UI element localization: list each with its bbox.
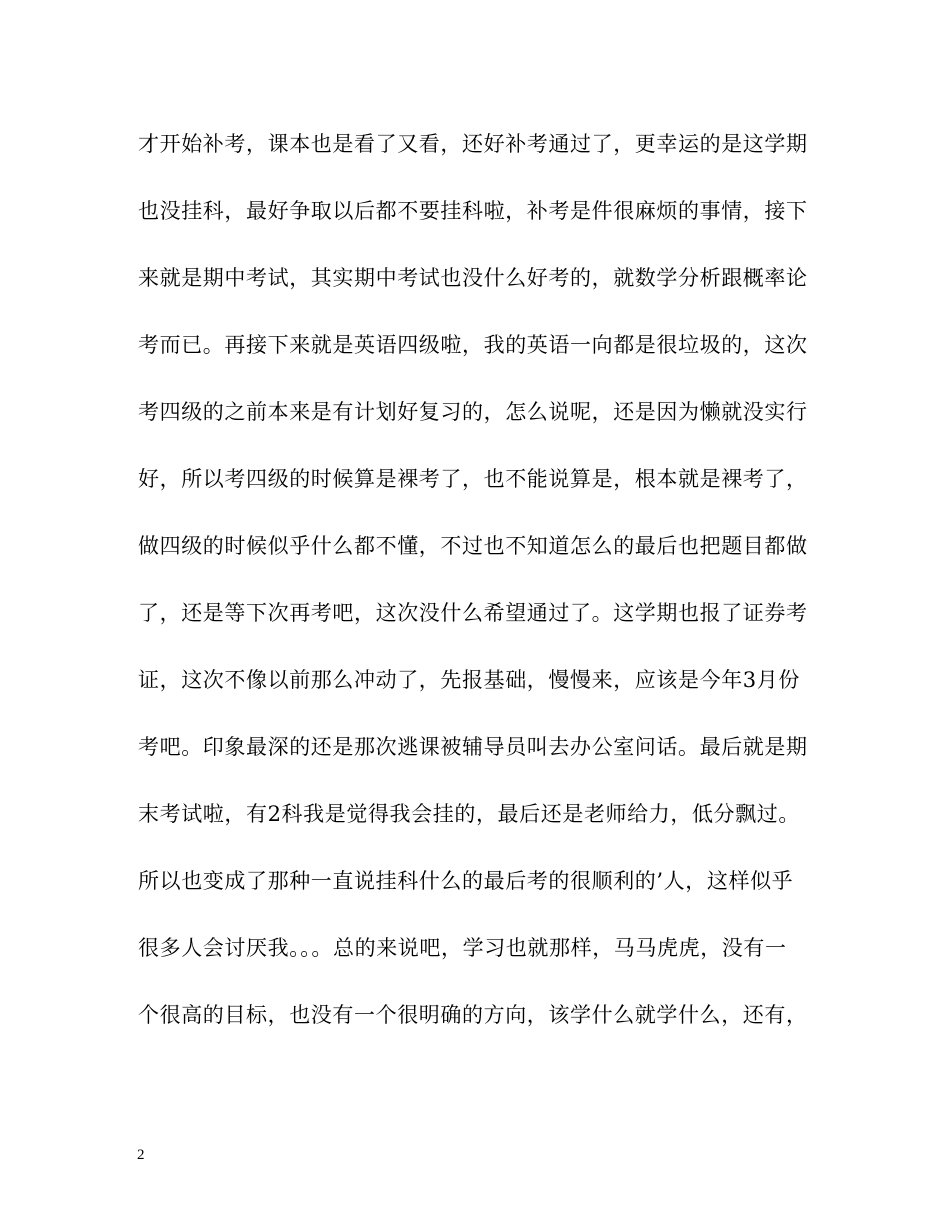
- text-line-3: 来就是期中考试，其实期中考试也没什么好考的，就数学分析跟概率论: [138, 266, 808, 290]
- text-line-14: 个很高的目标，也没有一个很明确的方向，该学什么就学什么，还有，: [138, 1003, 808, 1027]
- text-line-8: 了，还是等下次再考吧，这次没什么希望通过了。这学期也报了证券考: [138, 601, 808, 625]
- text-line-5: 考四级的之前本来是有计划好复习的，怎么说呢，还是因为懒就没实行: [138, 400, 808, 424]
- text-line-12: 所以也变成了那种一直说挂科什么的最后考的很顺利的’人，这样似乎: [138, 869, 794, 893]
- text-line-11: 末考试啦，有2科我是觉得我会挂的，最后还是老师给力，低分飘过。: [138, 802, 800, 826]
- text-line-13: 很多人会讨厌我。。。总的来说吧，学习也就那样，马马虎虎，没有一: [138, 936, 787, 960]
- body-text: [138, 120, 818, 1058]
- text-line-10: 考吧。印象最深的还是那次逃课被辅导员叫去办公室问话。最后就是期: [138, 735, 808, 759]
- text-line-7: 做四级的时候似乎什么都不懂，不过也不知道怎么的最后也把题目都做: [138, 534, 808, 558]
- text-line-6: 好，所以考四级的时候算是裸考了，也不能说算是，根本就是裸考了，: [138, 467, 808, 491]
- text-line-2: 也没挂科，最好争取以后都不要挂科啦，补考是件很麻烦的事情，接下: [138, 199, 808, 223]
- text-line-1: 才开始补考，课本也是看了又看，还好补考通过了，更幸运的是这学期: [138, 132, 808, 156]
- text-line-9: 证，这次不像以前那么冲动了，先报基础，慢慢来，应该是今年3月份: [138, 668, 800, 692]
- text-line-4: 考而已。再接下来就是英语四级啦，我的英语一向都是很垃圾的，这次: [138, 333, 808, 357]
- page-number: 2: [137, 1147, 145, 1163]
